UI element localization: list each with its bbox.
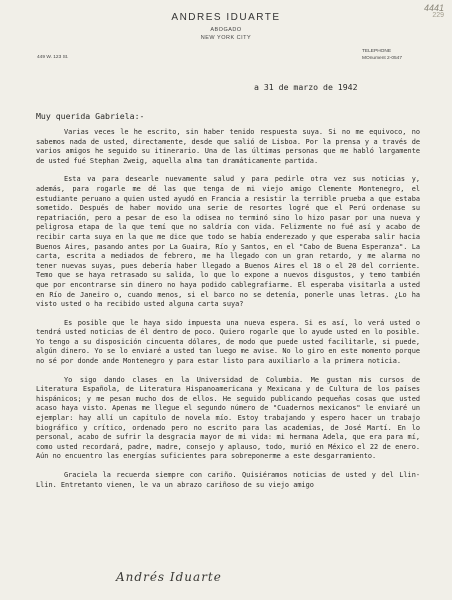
letterhead-address: 449 W. 123 St.: [37, 55, 69, 60]
letter-body: [36, 128, 420, 490]
archive-page-number: 229: [432, 12, 444, 19]
archive-catalog-number: 4441: [423, 3, 444, 13]
letter-paragraph-1: Varias veces le he escrito, sin haber tenido respuesta suya. Si no me equivoco, no sabemos nada de usted, directamente, desde que salió de Lisboa. Por la prensa y a través de varios amigos he seguido su itinerario. Una de las últimas personas que me habló largamente de usted fué Stephan Zweig, aquella alma tan dramáticamente partida.: [36, 128, 420, 165]
handwritten-signature: Andrés Iduarte: [116, 570, 222, 584]
letter-paragraph-2: Esta va para desearle nuevamente salud y para pedirle otra vez sus noticias y, además, para rogarle me dé las que tenga de mi viejo amigo Clemente Montenegro, el estudiante peruano a quien usted ayudó en Francia a resistir la terrible prueba a que estaba sometido. Después de haber movido una serie de resortes logré que el Perú ordenase su repatriación, pero a pesar de eso la odisea no terminó sino lo hizo pasar por una nueva y peligrosa etapa de la que temí que no saldría con vida. Felizmente no fué así y acabo de recibir carta suya en la que me dice que todo se había enderezado y que esperaba salir hacia Buenos Aires, pasando antes por La Guaira, Río y Santos, en el "Cabo de Buena Esperanza". La carta, escrita a mediados de febrero, me ha llegado con un gran retardo, y me alarma no tener nuevas suyas, pues debería haber llegado a Buenos Aires el 18 o el 20 del corriente. Temo que se haya retrasado su salida, lo que lo expone a nuevos disgustos, y temo también que por encontrarse sin dinero no haya podido cablegrafiarme. El esperaba visitarla a usted en Río de Janeiro o, cuando menos, si el barco no se detenía, ponerle unas letras. ¿Lo ha visto usted o ha recibido usted alguna carta suya?: [36, 175, 420, 309]
letterhead-telephone-number: MOnument 2-0547: [362, 56, 402, 61]
letter-date: a 31 de marzo de 1942: [254, 82, 358, 92]
letter-closing-paragraph: Graciela la recuerda siempre con cariño. Quisiéramos noticias de usted y del Llin-Llin. Entretanto vienen, le va un abrazo cariñoso de su viejo amigo: [36, 471, 420, 489]
letter-paragraph-4: Yo sigo dando clases en la Universidad de Columbia. Me gustan mis cursos de Literatura Española, de Literatura Hispanoamericana y Mexicana y de Cultura de los países hispánicos; y me pesan mucho dos de ellos. He seguido publicando pequeñas cosas que usted acaso haya visto. Apenas me llegue el segundo número de "Cuadernos mexicanos" le enviaré un ejemplar: hay allí un capítulo de novela mío. Estoy trabajando y espero hacer un trabajo biográfico y crítico, ordenado pero no escrito para las academias, de José Martí. En lo personal, acabo de sufrir la desgracia mayor de mi vida: mi hermana Adela, que era para mí, como usted recordará, padre, madre, consejo y aplauso, todo, murió en México el 22 de enero. Aún no encuentro las energías suficientes para sobreponerme a este desgarramiento.: [36, 375, 420, 461]
letter-paragraph-3: Es posible que le haya sido impuesta una nueva espera. Si es así, lo verá usted o tendrá usted noticias de él dentro de poco. Quiero rogarle que lo ayude usted en lo posible. Yo tengo a su disposición cincuenta dólares, de modo que puede usted facilitarle, si puede, algún dinero. Yo se lo enviaré a usted tan luego me avise. No lo giro en este momento porque no sé por donde ande Montenegro y para estar listo para auxiliarlo a la primera noticia.: [36, 318, 420, 366]
letterhead: [0, 0, 452, 90]
letterhead-name: ANDRES IDUARTE: [171, 12, 281, 23]
letterhead-profession: ABOGADO: [210, 27, 242, 33]
letter-salutation: Muy querida Gabriela:-: [36, 111, 145, 121]
letterhead-telephone-label: TELEPHONE: [362, 49, 392, 54]
letterhead-city: NEW YORK CITY: [200, 35, 252, 41]
